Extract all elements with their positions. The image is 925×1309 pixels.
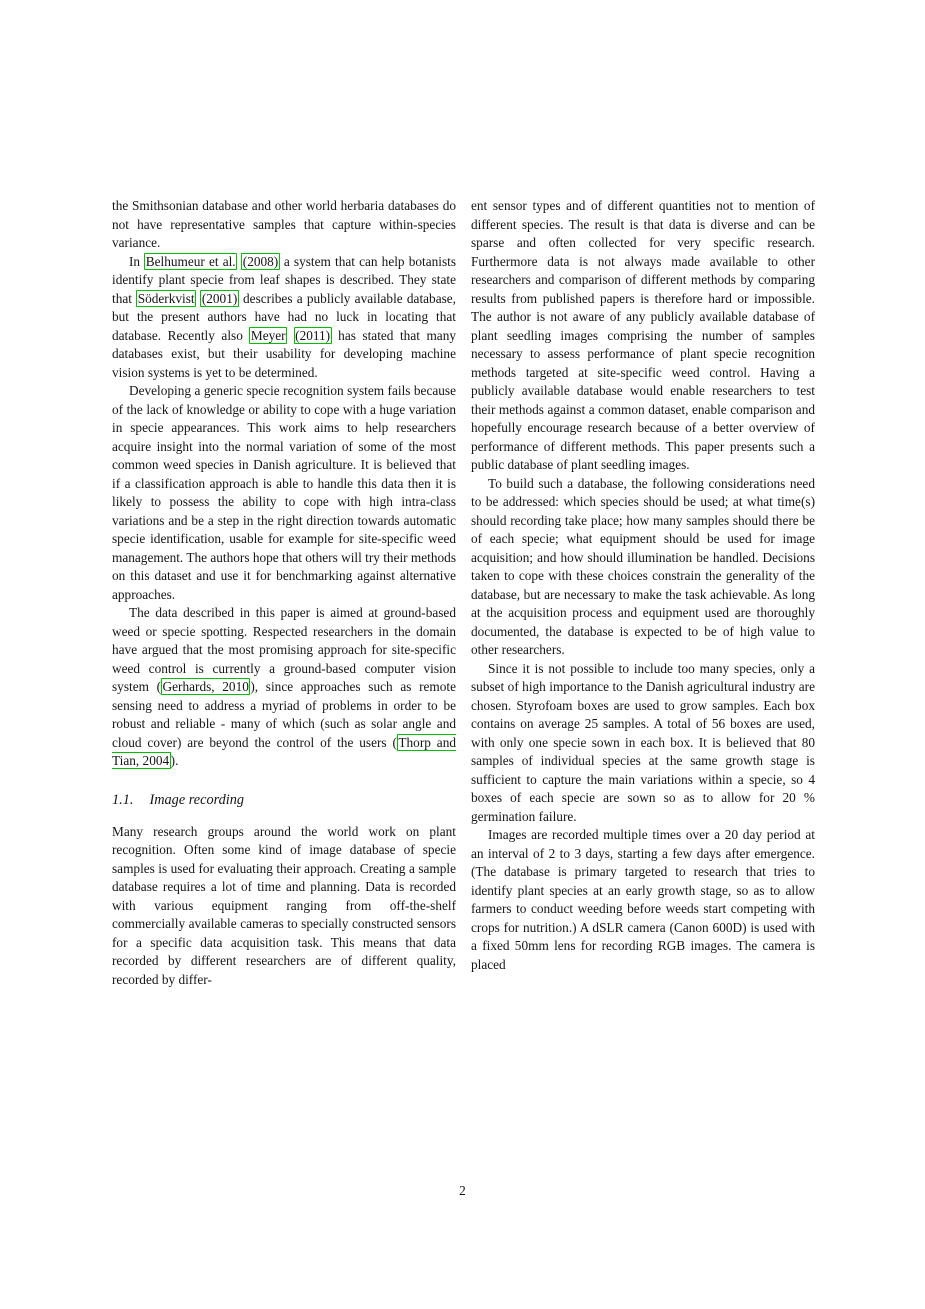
paragraph: Developing a generic specie recognition system fails because of the lack of knowledge or ability to cope with a huge variation in specie appearances. This work aims to help researchers acquire insight into the normal variation of some of the most common weed species in Danish agriculture. It is believed that if a classification approach is able to handle this data then it is likely to possess the ability to cope with high intra-class variations and be a step in the right direction towards automatic specie identification, usable for example for site-specific weed management. The authors hope that others will try their methods on this dataset and use it for benchmarking against alternative approaches. [112,383,456,602]
left-column [112,197,456,989]
citation-link[interactable]: Söderkvist [137,290,195,306]
section-heading [112,791,456,809]
citation-link[interactable]: (2011) [295,327,331,343]
citation-link[interactable]: Meyer [250,327,286,343]
section-title: Image recording [149,791,245,808]
right-column [471,197,815,989]
paragraph: Images are recorded multiple times over a 20 day period at an interval of 2 to 3 days, starting a few days after emergence. (The database is primary targeted to research that tries to identify plant species at an early growth stage, so as to allow farmers to conduct weeding before weeds start competing with crops for nutrition.) A dSLR camera (Canon 600D) is used with a fixed 50mm lens for recording RGB images. The camera is placed [471,827,815,972]
paragraph: The data described in this paper is aimed at ground-based weed or specie spotting. Respected researchers in the domain have argued that the most promising approach for site-specific weed control is currently a ground-based computer vision system ( Gerhards, 2010 ), since approaches such as remote sensing need to address a myriad of problems in order to be robust and reliable - many of which (such as solar angle and cloud cover) are beyond the control of the users ( Thorp and Tian, 2004 ). [112,605,456,768]
section-number: 1.1. [112,791,134,808]
paragraph: ent sensor types and of different quantities not to mention of different species. The result is that data is diverse and can be sparse and often collected for very specific research. Furthermore data is not always made available to other researchers and comparison of different methods by comparing results from published papers is therefore hard or impossible. The author is not aware of any publicly available database of plant seedling images comprising the number of samples necessary to assess performance of plant specie recognition methods targeted at site-specific weed control. Having a publicly available database would enable researchers to test their methods against a common dataset, enable comparison and hopefully encourage research because of a better overview of performance of different methods. This paper presents such a public database of plant seedling images. [471,198,815,472]
paragraph: To build such a database, the following considerations need to be addressed: which species should be used; at what time(s) should recording take place; how many samples should there be of each specie; what equipment should be used for image acquisition; and how should illumination be handled. Decisions taken to cope with these choices constrain the generality of the database, but are necessary to make the task achievable. As long at the acquisition process and equipment used are thoroughly documented, the database is expected to be of high value to other researchers. [471,475,815,657]
citation-link[interactable]: (2001) [201,290,238,306]
two-column-text [112,197,816,989]
page-number: 2 [459,1183,466,1198]
paragraph: Since it is not possible to include too many species, only a subset of high importance to the Danish agricultural industry are chosen. Styrofoam boxes are used to grow samples. Each box contains on average 25 samples. A total of 56 boxes are used, with only one specie sown in each box. It is believed that 80 samples of individual species at the same growth stage is sufficient to capture the main variations within a specie, so 4 boxes of each specie are sown so as to allow for 20 % germination failure. [471,660,815,824]
paragraph: In Belhumeur et al. (2008) a system that can help botanists identify plant specie from leaf shapes is described. They state that Söderkvist (2001) describes a publicly available database, but the present authors have had no luck in locating that database. Recently also Meyer (2011) has stated that many databases exist, but their usability for developing machine vision systems is yet to be determined. [112,253,457,380]
citation-link[interactable]: Belhumeur et al. [145,253,236,269]
citation-link[interactable]: (2008) [242,253,279,269]
paragraph: the Smithsonian database and other world herbaria databases do not have representative samples that capture within-species variance. [112,198,456,250]
citation-link[interactable]: Thorp and Tian, 2004 [112,734,456,768]
citation-link[interactable]: Gerhards, 2010 [162,679,249,694]
paragraph: Many research groups around the world work on plant recognition. Often some kind of image database of specie samples is used for evaluating their approach. Creating a sample database requires a lot of time and planning. Data is recorded with various equipment ranging from off-the-shelf commercially available cameras to specially constructed sensors for a specific data acquisition task. This means that data recorded by different researchers are of different quality, recorded by differ- [112,823,456,987]
